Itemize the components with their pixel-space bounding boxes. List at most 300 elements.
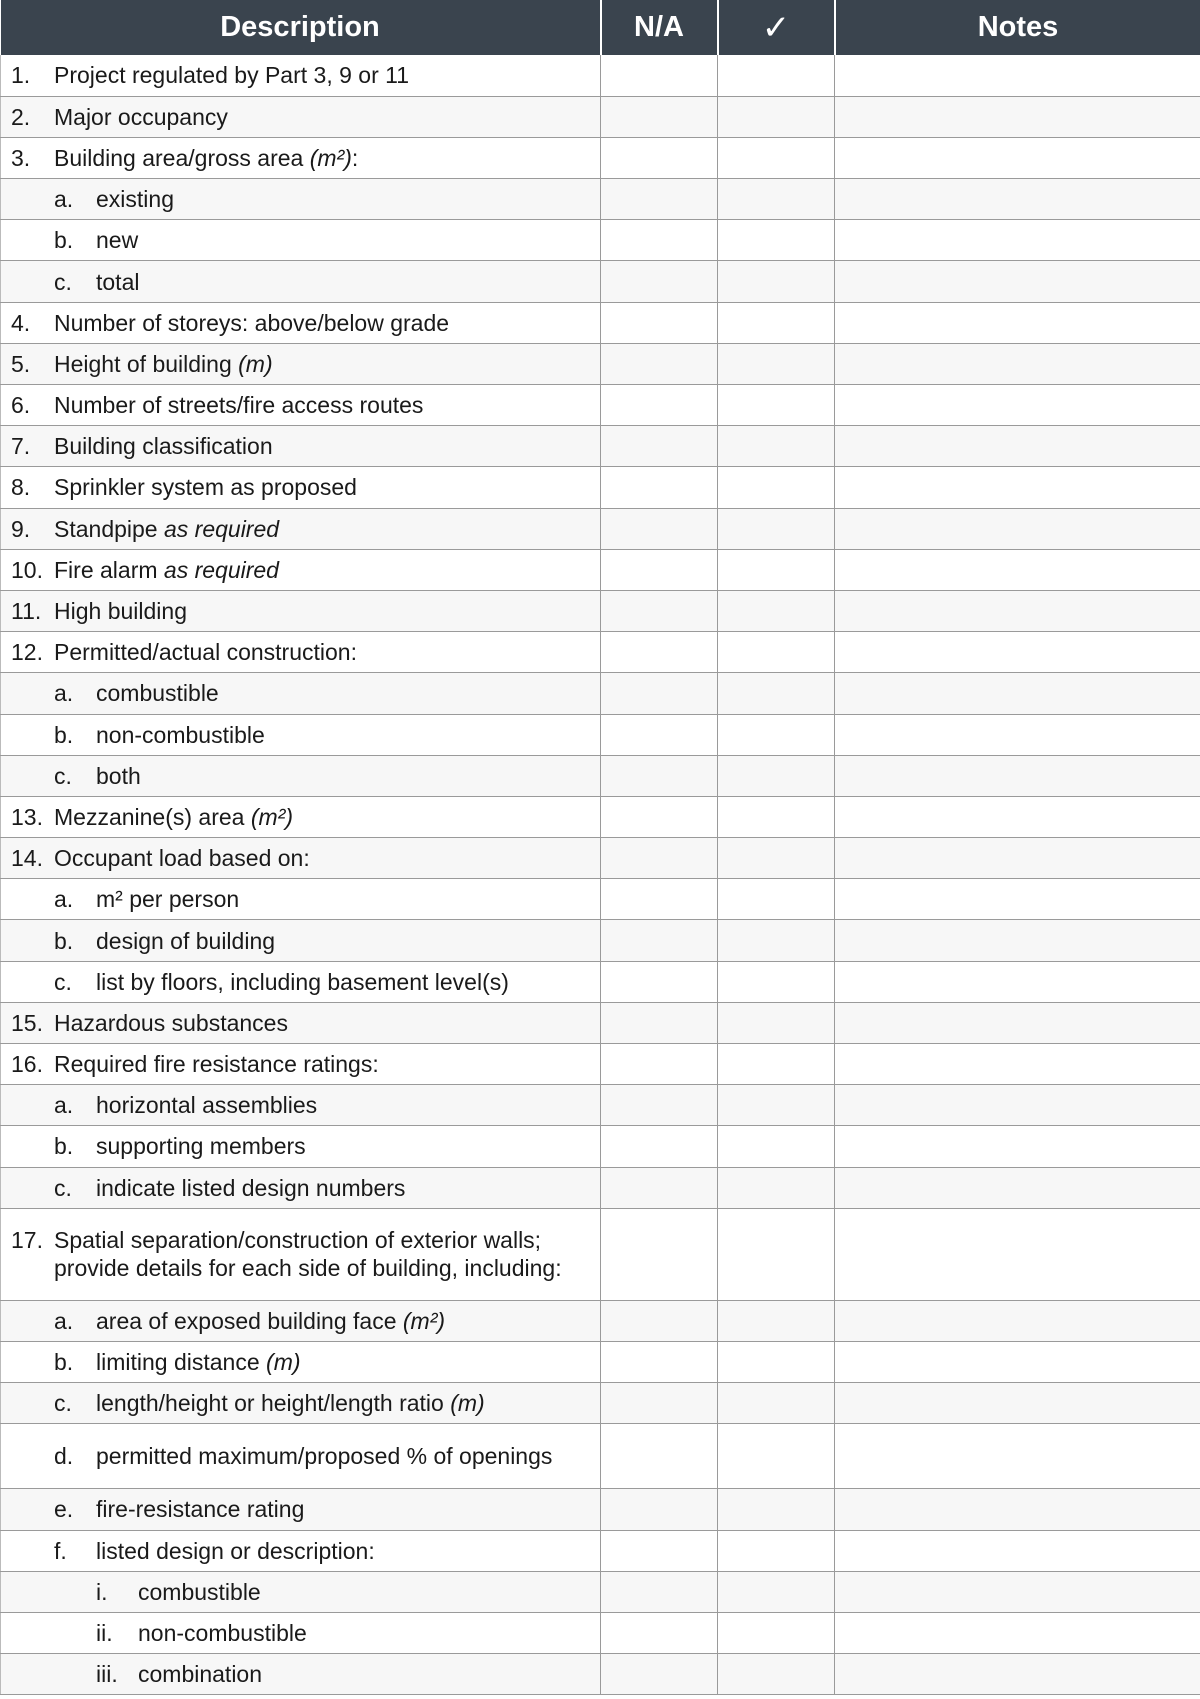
- item-label: [11, 1389, 590, 1417]
- table-row: [1, 137, 1200, 178]
- item-text: [96, 1442, 590, 1470]
- item-label: [11, 432, 590, 460]
- check-cell[interactable]: [718, 590, 835, 631]
- item-number: 14.: [11, 845, 43, 872]
- table-body: [1, 55, 1200, 1695]
- notes-cell[interactable]: [835, 1424, 1200, 1489]
- item-description: High building: [54, 598, 187, 625]
- item-unit: (m): [266, 1349, 301, 1376]
- item-text: [54, 1009, 590, 1037]
- check-cell[interactable]: [718, 673, 835, 714]
- notes-cell[interactable]: [835, 261, 1200, 302]
- item-label: [11, 350, 590, 378]
- check-cell[interactable]: [718, 1654, 835, 1695]
- description-cell: [1, 1167, 601, 1208]
- check-cell[interactable]: [718, 1424, 835, 1489]
- item-text: [54, 391, 590, 419]
- item-description: Fire alarm: [54, 556, 164, 583]
- item-description: limiting distance: [96, 1349, 267, 1376]
- item-label: [11, 391, 590, 419]
- description-cell: [1, 755, 601, 796]
- item-description: combination: [138, 1661, 263, 1688]
- notes-cell[interactable]: [835, 714, 1200, 755]
- table-row: [1, 796, 1200, 837]
- na-cell[interactable]: [601, 673, 718, 714]
- item-description: indicate listed design numbers: [96, 1174, 406, 1201]
- item-label: [11, 927, 590, 955]
- na-cell[interactable]: [601, 714, 718, 755]
- item-number: b.: [54, 927, 74, 954]
- item-label: [11, 1091, 590, 1119]
- notes-cell[interactable]: [835, 343, 1200, 384]
- item-text: [96, 226, 590, 254]
- check-cell[interactable]: [718, 220, 835, 261]
- description-cell: [1, 838, 601, 879]
- notes-cell[interactable]: [835, 590, 1200, 631]
- check-cell[interactable]: [718, 179, 835, 220]
- table-row: [1, 96, 1200, 137]
- notes-cell[interactable]: [835, 1085, 1200, 1126]
- na-cell[interactable]: [601, 1126, 718, 1167]
- na-cell[interactable]: [601, 1085, 718, 1126]
- notes-cell[interactable]: [835, 1167, 1200, 1208]
- notes-cell[interactable]: [835, 1341, 1200, 1382]
- table-row: [1, 385, 1200, 426]
- item-number: 5.: [11, 350, 31, 377]
- item-number: 16.: [11, 1051, 43, 1078]
- na-cell[interactable]: [601, 796, 718, 837]
- na-cell[interactable]: [601, 920, 718, 961]
- notes-cell[interactable]: [835, 96, 1200, 137]
- notes-cell[interactable]: [835, 1300, 1200, 1341]
- item-text: [54, 638, 590, 666]
- check-cell[interactable]: [718, 1489, 835, 1530]
- item-label: [11, 1537, 590, 1565]
- notes-cell[interactable]: [835, 632, 1200, 673]
- description-cell: [1, 920, 601, 961]
- na-cell[interactable]: [601, 467, 718, 508]
- item-number: c.: [54, 762, 72, 789]
- description-cell: [1, 714, 601, 755]
- table-row: [1, 1424, 1200, 1489]
- item-text: [96, 968, 590, 996]
- description-cell: [1, 302, 601, 343]
- item-description: Occupant load based on:: [54, 845, 310, 872]
- item-text: [54, 803, 590, 831]
- description-cell: [1, 220, 601, 261]
- table-row: [1, 1085, 1200, 1126]
- item-description: new: [96, 227, 139, 254]
- na-cell[interactable]: [601, 508, 718, 549]
- table-row: [1, 961, 1200, 1002]
- item-description: non-combustible: [138, 1619, 307, 1646]
- item-description: Project regulated by Part 3, 9 or 11: [54, 62, 409, 89]
- item-number: c.: [54, 1390, 72, 1417]
- na-cell[interactable]: [601, 1612, 718, 1653]
- notes-cell[interactable]: [835, 755, 1200, 796]
- notes-cell[interactable]: [835, 1002, 1200, 1043]
- item-label: [11, 1132, 590, 1160]
- item-description: Number of streets/fire access routes: [54, 392, 424, 419]
- description-cell: [1, 1085, 601, 1126]
- item-text: [96, 721, 590, 749]
- item-number: i.: [96, 1578, 108, 1605]
- table-row: [1, 1167, 1200, 1208]
- na-cell[interactable]: [601, 1167, 718, 1208]
- check-cell[interactable]: [718, 96, 835, 137]
- table-row: [1, 179, 1200, 220]
- check-cell[interactable]: [718, 343, 835, 384]
- check-cell[interactable]: [718, 796, 835, 837]
- check-cell[interactable]: [718, 838, 835, 879]
- check-cell[interactable]: [718, 508, 835, 549]
- item-label: [11, 803, 590, 831]
- table-row: [1, 1530, 1200, 1571]
- item-description: Major occupancy: [54, 103, 228, 130]
- header-description: Description: [1, 0, 601, 55]
- item-description: Building classification: [54, 433, 273, 460]
- notes-cell[interactable]: [835, 302, 1200, 343]
- notes-cell[interactable]: [835, 1571, 1200, 1612]
- description-cell: [1, 137, 601, 178]
- na-cell[interactable]: [601, 838, 718, 879]
- item-description: combustible: [96, 680, 219, 707]
- table-row: [1, 1571, 1200, 1612]
- item-text: [96, 1348, 590, 1376]
- item-text: [96, 1091, 590, 1119]
- na-cell[interactable]: [601, 137, 718, 178]
- item-text: [54, 515, 590, 543]
- item-number: 9.: [11, 515, 31, 542]
- notes-cell[interactable]: [835, 838, 1200, 879]
- na-cell[interactable]: [601, 302, 718, 343]
- check-cell[interactable]: [718, 1208, 835, 1300]
- na-cell[interactable]: [601, 961, 718, 1002]
- na-cell[interactable]: [601, 179, 718, 220]
- item-number: 11.: [11, 598, 42, 625]
- item-label: [11, 473, 590, 501]
- table-row: [1, 1654, 1200, 1695]
- check-cell[interactable]: [718, 137, 835, 178]
- table-row: [1, 55, 1200, 96]
- check-cell[interactable]: [718, 55, 835, 96]
- na-cell[interactable]: [601, 1530, 718, 1571]
- notes-cell[interactable]: [835, 920, 1200, 961]
- na-cell[interactable]: [601, 590, 718, 631]
- description-cell: [1, 1300, 601, 1341]
- na-cell[interactable]: [601, 549, 718, 590]
- notes-cell[interactable]: [835, 426, 1200, 467]
- description-cell: [1, 1341, 601, 1382]
- item-number: iii.: [96, 1661, 118, 1688]
- table-row: [1, 714, 1200, 755]
- na-cell[interactable]: [601, 1424, 718, 1489]
- item-text: [96, 885, 590, 913]
- item-number: 4.: [11, 309, 31, 336]
- table-row: [1, 632, 1200, 673]
- description-cell: [1, 1424, 601, 1489]
- item-description: non-combustible: [96, 721, 265, 748]
- check-cell[interactable]: [718, 1085, 835, 1126]
- notes-cell[interactable]: [835, 467, 1200, 508]
- table-row: [1, 1341, 1200, 1382]
- header-row: [1, 0, 1200, 55]
- item-label: [11, 515, 590, 543]
- item-number: c.: [54, 968, 72, 995]
- na-cell[interactable]: [601, 343, 718, 384]
- item-number: 15.: [11, 1009, 43, 1036]
- item-description: area of exposed building face: [96, 1307, 403, 1334]
- na-cell[interactable]: [601, 1654, 718, 1695]
- na-cell[interactable]: [601, 632, 718, 673]
- item-text: [54, 103, 590, 131]
- item-text: [54, 61, 590, 89]
- item-label: [11, 103, 590, 131]
- description-cell: [1, 879, 601, 920]
- item-description: fire-resistance rating: [96, 1496, 305, 1523]
- table-row: [1, 1208, 1200, 1300]
- na-cell[interactable]: [601, 1383, 718, 1424]
- na-cell[interactable]: [601, 426, 718, 467]
- item-description: Hazardous substances: [54, 1009, 288, 1036]
- description-cell: [1, 590, 601, 631]
- check-cell[interactable]: [718, 1126, 835, 1167]
- item-description: Required fire resistance ratings:: [54, 1051, 379, 1078]
- description-cell: [1, 1654, 601, 1695]
- item-unit: as required: [163, 515, 280, 542]
- notes-cell[interactable]: [835, 673, 1200, 714]
- notes-cell[interactable]: [835, 796, 1200, 837]
- notes-cell[interactable]: [835, 220, 1200, 261]
- description-cell: [1, 961, 601, 1002]
- item-description: existing: [96, 186, 174, 213]
- table-row: [1, 302, 1200, 343]
- item-unit: (m²): [402, 1307, 446, 1334]
- item-label: [11, 1009, 590, 1037]
- description-cell: [1, 1383, 601, 1424]
- na-cell[interactable]: [601, 1044, 718, 1085]
- table-row: [1, 220, 1200, 261]
- na-cell[interactable]: [601, 755, 718, 796]
- check-cell[interactable]: [718, 467, 835, 508]
- description-cell: [1, 1530, 601, 1571]
- item-number: c.: [54, 268, 72, 295]
- item-label: [11, 61, 590, 89]
- item-description: Sprinkler system as proposed: [54, 474, 357, 501]
- item-description: Spatial separation/construction of exterior walls; provide details for each side of building, including:: [54, 1227, 562, 1282]
- item-number: a.: [54, 1092, 74, 1119]
- check-cell[interactable]: [718, 1044, 835, 1085]
- header-na: N/A: [601, 0, 718, 55]
- na-cell[interactable]: [601, 385, 718, 426]
- item-text: [54, 597, 590, 625]
- item-label: [11, 1050, 590, 1078]
- na-cell[interactable]: [601, 1489, 718, 1530]
- na-cell[interactable]: [601, 1300, 718, 1341]
- table-row: [1, 838, 1200, 879]
- header-check-icon: ✓: [718, 0, 835, 55]
- item-number: 12.: [11, 639, 43, 666]
- item-number: f.: [54, 1537, 67, 1564]
- na-cell[interactable]: [601, 1571, 718, 1612]
- description-cell: [1, 1208, 601, 1300]
- notes-cell[interactable]: [835, 55, 1200, 96]
- table-row: [1, 1044, 1200, 1085]
- check-cell[interactable]: [718, 755, 835, 796]
- item-text: [54, 844, 590, 872]
- description-cell: [1, 385, 601, 426]
- check-cell[interactable]: [718, 920, 835, 961]
- na-cell[interactable]: [601, 220, 718, 261]
- item-description: list by floors, including basement level(s): [96, 968, 509, 995]
- notes-cell[interactable]: [835, 1208, 1200, 1300]
- check-cell[interactable]: [718, 714, 835, 755]
- check-cell[interactable]: [718, 961, 835, 1002]
- description-cell: [1, 1489, 601, 1530]
- item-description: supporting members: [96, 1133, 306, 1160]
- na-cell[interactable]: [601, 55, 718, 96]
- item-label: [11, 1578, 590, 1606]
- na-cell[interactable]: [601, 1341, 718, 1382]
- check-cell[interactable]: [718, 1300, 835, 1341]
- item-label: [11, 968, 590, 996]
- item-text: [54, 473, 590, 501]
- item-number: 7.: [11, 433, 31, 460]
- notes-cell[interactable]: [835, 879, 1200, 920]
- item-text: [138, 1660, 590, 1688]
- table-row: [1, 261, 1200, 302]
- item-label: [11, 556, 590, 584]
- item-unit: (m²): [250, 803, 293, 830]
- item-description: Mezzanine(s) area: [54, 803, 251, 830]
- check-cell[interactable]: [718, 1341, 835, 1382]
- notes-cell[interactable]: [835, 1530, 1200, 1571]
- table-row: [1, 1612, 1200, 1653]
- check-cell[interactable]: [718, 1167, 835, 1208]
- notes-cell[interactable]: [835, 1612, 1200, 1653]
- table-row: [1, 508, 1200, 549]
- description-cell: [1, 426, 601, 467]
- table-row: [1, 426, 1200, 467]
- check-cell[interactable]: [718, 632, 835, 673]
- item-number: 8.: [11, 474, 31, 501]
- table-row: [1, 1002, 1200, 1043]
- notes-cell[interactable]: [835, 1383, 1200, 1424]
- description-cell: [1, 1002, 601, 1043]
- notes-cell[interactable]: [835, 508, 1200, 549]
- item-label: [11, 638, 590, 666]
- check-cell[interactable]: [718, 879, 835, 920]
- item-text: [54, 556, 590, 584]
- item-label: [11, 844, 590, 872]
- check-cell[interactable]: [718, 549, 835, 590]
- item-label: [11, 144, 590, 172]
- check-cell[interactable]: [718, 426, 835, 467]
- table-row: [1, 343, 1200, 384]
- description-cell: [1, 96, 601, 137]
- item-description: Standpipe: [54, 515, 164, 542]
- item-number: 6.: [11, 392, 31, 419]
- notes-cell[interactable]: [835, 137, 1200, 178]
- check-cell[interactable]: [718, 385, 835, 426]
- description-cell: [1, 632, 601, 673]
- item-label: [11, 762, 590, 790]
- item-label: [11, 721, 590, 749]
- item-number: ii.: [96, 1619, 113, 1646]
- check-cell[interactable]: [718, 261, 835, 302]
- item-description: combustible: [138, 1578, 261, 1605]
- na-cell[interactable]: [601, 879, 718, 920]
- na-cell[interactable]: [601, 1208, 718, 1300]
- na-cell[interactable]: [601, 96, 718, 137]
- notes-cell[interactable]: [835, 385, 1200, 426]
- check-cell[interactable]: [718, 1002, 835, 1043]
- check-cell[interactable]: [718, 1383, 835, 1424]
- notes-cell[interactable]: [835, 961, 1200, 1002]
- item-text: [96, 679, 590, 707]
- item-text: [96, 1389, 590, 1417]
- item-number: e.: [54, 1496, 74, 1523]
- description-cell: [1, 1612, 601, 1653]
- item-number: a.: [54, 1307, 74, 1334]
- item-label: [11, 679, 590, 707]
- item-text: [96, 927, 590, 955]
- description-cell: [1, 55, 601, 96]
- item-label: [11, 309, 590, 337]
- item-label: [11, 1619, 590, 1647]
- notes-cell[interactable]: [835, 549, 1200, 590]
- table-row: [1, 549, 1200, 590]
- item-text: [54, 350, 590, 378]
- item-text: [54, 1226, 590, 1282]
- description-cell: [1, 1571, 601, 1612]
- check-cell[interactable]: [718, 1571, 835, 1612]
- header-notes: Notes: [835, 0, 1200, 55]
- notes-cell[interactable]: [835, 1489, 1200, 1530]
- table-row: [1, 920, 1200, 961]
- table-row: [1, 1300, 1200, 1341]
- item-label: [11, 1660, 590, 1688]
- description-cell: [1, 1044, 601, 1085]
- item-text: [96, 1537, 590, 1565]
- item-number: b.: [54, 721, 74, 748]
- notes-cell[interactable]: [835, 1654, 1200, 1695]
- item-text: [96, 185, 590, 213]
- notes-cell[interactable]: [835, 179, 1200, 220]
- notes-cell[interactable]: [835, 1044, 1200, 1085]
- item-description: horizontal assemblies: [96, 1092, 318, 1119]
- item-text: [138, 1619, 590, 1647]
- item-description: Building area/gross area: [54, 144, 310, 171]
- na-cell[interactable]: [601, 1002, 718, 1043]
- item-unit: as required: [163, 556, 279, 583]
- item-suffix: :: [351, 144, 359, 171]
- item-number: d.: [54, 1443, 74, 1470]
- item-number: 10.: [11, 556, 43, 583]
- item-label: [11, 885, 590, 913]
- check-cell[interactable]: [718, 302, 835, 343]
- table-row: [1, 1383, 1200, 1424]
- item-description: design of building: [96, 927, 276, 954]
- item-description: length/height or height/length ratio: [96, 1390, 451, 1417]
- item-text: [96, 1174, 590, 1202]
- item-text: [54, 309, 590, 337]
- check-cell[interactable]: [718, 1612, 835, 1653]
- notes-cell[interactable]: [835, 1126, 1200, 1167]
- check-cell[interactable]: [718, 1530, 835, 1571]
- item-description: Number of storeys: above/below grade: [54, 309, 450, 336]
- na-cell[interactable]: [601, 261, 718, 302]
